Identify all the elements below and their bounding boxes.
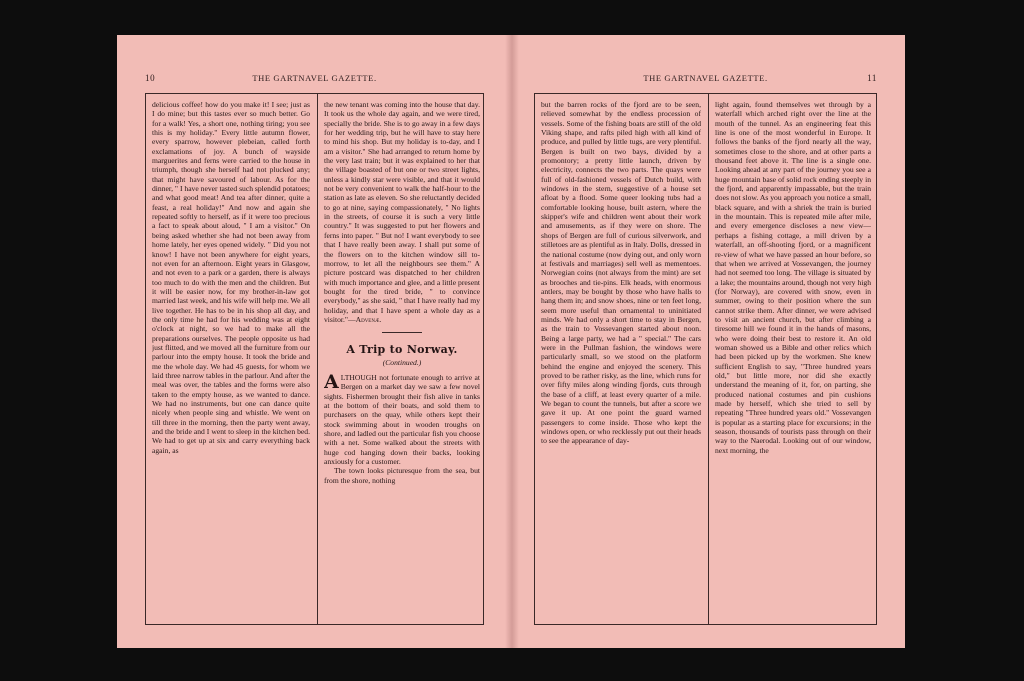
right-column-1 (541, 100, 701, 618)
left-page-number: 10 (145, 73, 156, 83)
left-column-divider (317, 94, 318, 624)
right-column-2 (715, 100, 871, 618)
right-running-head: THE GARTNAVEL GAZETTE. (643, 73, 768, 83)
right-page (512, 35, 905, 648)
left-column-2 (324, 100, 480, 618)
right-text-frame (534, 93, 877, 625)
left-running-head: THE GARTNAVEL GAZETTE. (252, 73, 377, 83)
right-col1-text: but the barren rocks of the fjord are to be seen, relieved somewhat by the endless procession of vessels. Some of the fishing boats are still of the old Viking shape, and rafts piled high with all kind of produce, and pulled by little tugs, are very plentiful. Bergen is built on two bays, divided by a promontory; a pretty little launch, driven by electricity, connects the two parts. The quays were full of old-fashioned vessels of Dutch build, with windows in the stern, suggestive of a house set afloat by a flood. Some queer looking tubs had a comfortable looking house, built astern, where the skipper's wife and children went about their work and amusements, as if they were on shore. The shops of Bergen are full of curious silverwork, and stilletoes are as plentiful as in Italy. Dolls, dressed in the national costume (now dying out, and only worn at festivals and marriages) sell well as mementoes. Norwegian coins (not always from the mint) are set as brooches and tie-pins. Elk heads, with enormous antlers, may be bought by those who have halls to hang them in; and snow shoes, nine or ten feet long, seem more useful than ornamental to uninitiated minds. We had only a short time to stay in Bergen, as the train to Vossevangen started about noon. Being a large party, we had a " special." The cars were in the Pullman fashion, the windows were particularly small, so we stood on the platform behind the engine and enjoyed the scenery. This proved to be rather risky, as the line, which runs for over fifty miles along winding fjords, cuts through the base of a cliff, at least every quarter of a mile. We began to count the tunnels, but after a score we gave it up. At one point the guard warned passengers to come inside. Those who kept the windows open, or who recklessly put out their heads to see the appearance of day- (541, 100, 701, 446)
gutter-shadow (505, 35, 519, 648)
article-continued: (Continued.) (382, 357, 422, 367)
article-heading (324, 345, 480, 367)
left-col1-text: delicious coffee! how do you make it! I see; just as I do mine; but this tastes ever so much better. Go for a walk! Yes, a short one, nothing tiring; you see this is my holiday." Every little autumn flower, every sparrow, however plebeian, called forth exclamations of joy. A bunch of wayside marguerites and ferns were carried to the house in triumph, though she herself had not plucked any; that might have savoured of labour. As for the dinner, " I have never tasted such splendid potatoes; and what good meat! And tea after dinner, quite a feast, a real holiday!" And now and again she repeated softly to herself, as if it were too precious a fact to speak about aloud, " I am a visitor." On being asked whether she had not been away from home lately, her eyes opened widely. " Did you not know! I have not been anywhere for eight years, not even for an afternoon. Eight years in Glasgow, and not even to a park or a garden, there is always too much to do with the men and the children. But it will be easier now, for my brother-in-law got married last week, and his wife will help me. We all live together. He has to be in his shop all day, and the only time he had for his wedding was at eight o'clock at night, so we had to make all the preparations ourselves. The people opposite us had just flitted, and we moved all the furniture from our parlour into the empty house. It took the bride and me the whole day. We had 45 guests, for whom we laid three narrow tables in the parlour. And after the meal was over, the tables and the forms were also taken to the empty house, as we wanted to dance. We had no instruments, but one can dance quite nicely when people sing and whistle. We went on till three in the morning, then the party went away, and the bride and I went to sleep in the kitchen bed. We had to get up at six and carry everything back again, as (152, 100, 310, 455)
right-col2-text: light again, found themselves wet through by a waterfall which arched right over the line at the mouth of the tunnel. As an engineering feat this line is one of the most wonderful in Europe. It follows the banks of the fjord nearly all the way, sometimes close to the shore, and at other parts a thousand feet above it. The line is a single one. Looking ahead at any part of the journey you see a huge mountain base of solid rock ending steeply in the fjord, and apparently impassable, but the train does not slow. As you approach you notice a small, black square, and with a shriek the train is buried in the mountain. This is repeated mile after mile, and every emergence discloses a new view—perhaps a fishing cottage, a mill driven by a waterfall, an off-shooting fjord, or a magnificent re-view of what we have passed an hour before, so that when we arrived at Vossevangen, the journey had not seemed too long. The village is situated by a lake; the mountains around, though not very high (for Norway), are covered with snow, even in summer, owing to their position where the sun cannot strike them. After dinner, we were advised to visit an ancient church, but after climbing a tiresome hill we found it in the hands of masons, who were doing their best to restore it. An old woman showed us a Bible and other relics which had been picked up by the workmen. She knew sufficient English to say, "Three hundred years old," but little more, nor did she exactly understand the meaning of it, for, on parting, she produced national costumes and pin cushions made by herself, which she tried to sell by repeating "Three hundred years old." Vossevangen is popular as a starting place for excursions; in the season, thousands of tourists pass through on their way to the Naerodal. Looking out of our window, next morning, the (715, 100, 871, 455)
article-title: A Trip to Norway. (346, 343, 458, 357)
drop-cap: A (324, 370, 339, 393)
right-page-number: 11 (867, 73, 877, 83)
author-signature: Advenæ. (355, 314, 382, 324)
left-column-1 (152, 100, 310, 618)
left-col2-text-b: ALTHOUGH not fortunate enough to arrive at Bergen on a market day we saw a few novel sights. Fishermen brought their fish alive in tanks at the bottom of their boats, and sold them to purchasers on the quay, while others kept their stock swimming about in wooden troughs on shore, and ladled out the particular fish you choose with a net. Some walked about the streets with huge cod hanging down their backs, looking anxiously for a customer. (324, 370, 480, 467)
left-text-frame (145, 93, 484, 625)
right-page-header (534, 73, 877, 87)
right-column-divider (708, 94, 709, 624)
left-col2-text-c: The town looks picturesque from the sea, but from the shore, nothing (324, 466, 480, 485)
left-page (117, 35, 512, 648)
left-page-header (145, 73, 484, 87)
left-col2-text-a: the new tenant was coming into the house that day. It took us the whole day again, and we were tired, specially the bride. She is to go away in a few days for her wedding trip, but he will have to stay here to mind his shop. But my holiday is to-day, and I am a visitor." She had arranged to return home by the very last train; but it was explained to her that the village boasted of but one or two street lights, unless a kindly star were visible, and that it would not be very convenient to walk the half-hour to the station as late as eleven. So she reluctantly decided to go at nine, saying compassionately, " No lights in the streets, of course it is such a very little country." It was suggested to put her flowers and ferns into paper. " But no! I want everybody to see that I have really been away. I shall put some of the flowers on to the kitchen window sill to-morrow, to let all the neighbours see them." A picture postcard was dispatched to her children with much importance and glee, and a little present bought for the tired bride, " to convince everybody," as she said, " that I have really had my holiday, and that I have spent a whole day as a visitor."—Advenæ. (324, 100, 480, 324)
section-rule (382, 332, 422, 333)
